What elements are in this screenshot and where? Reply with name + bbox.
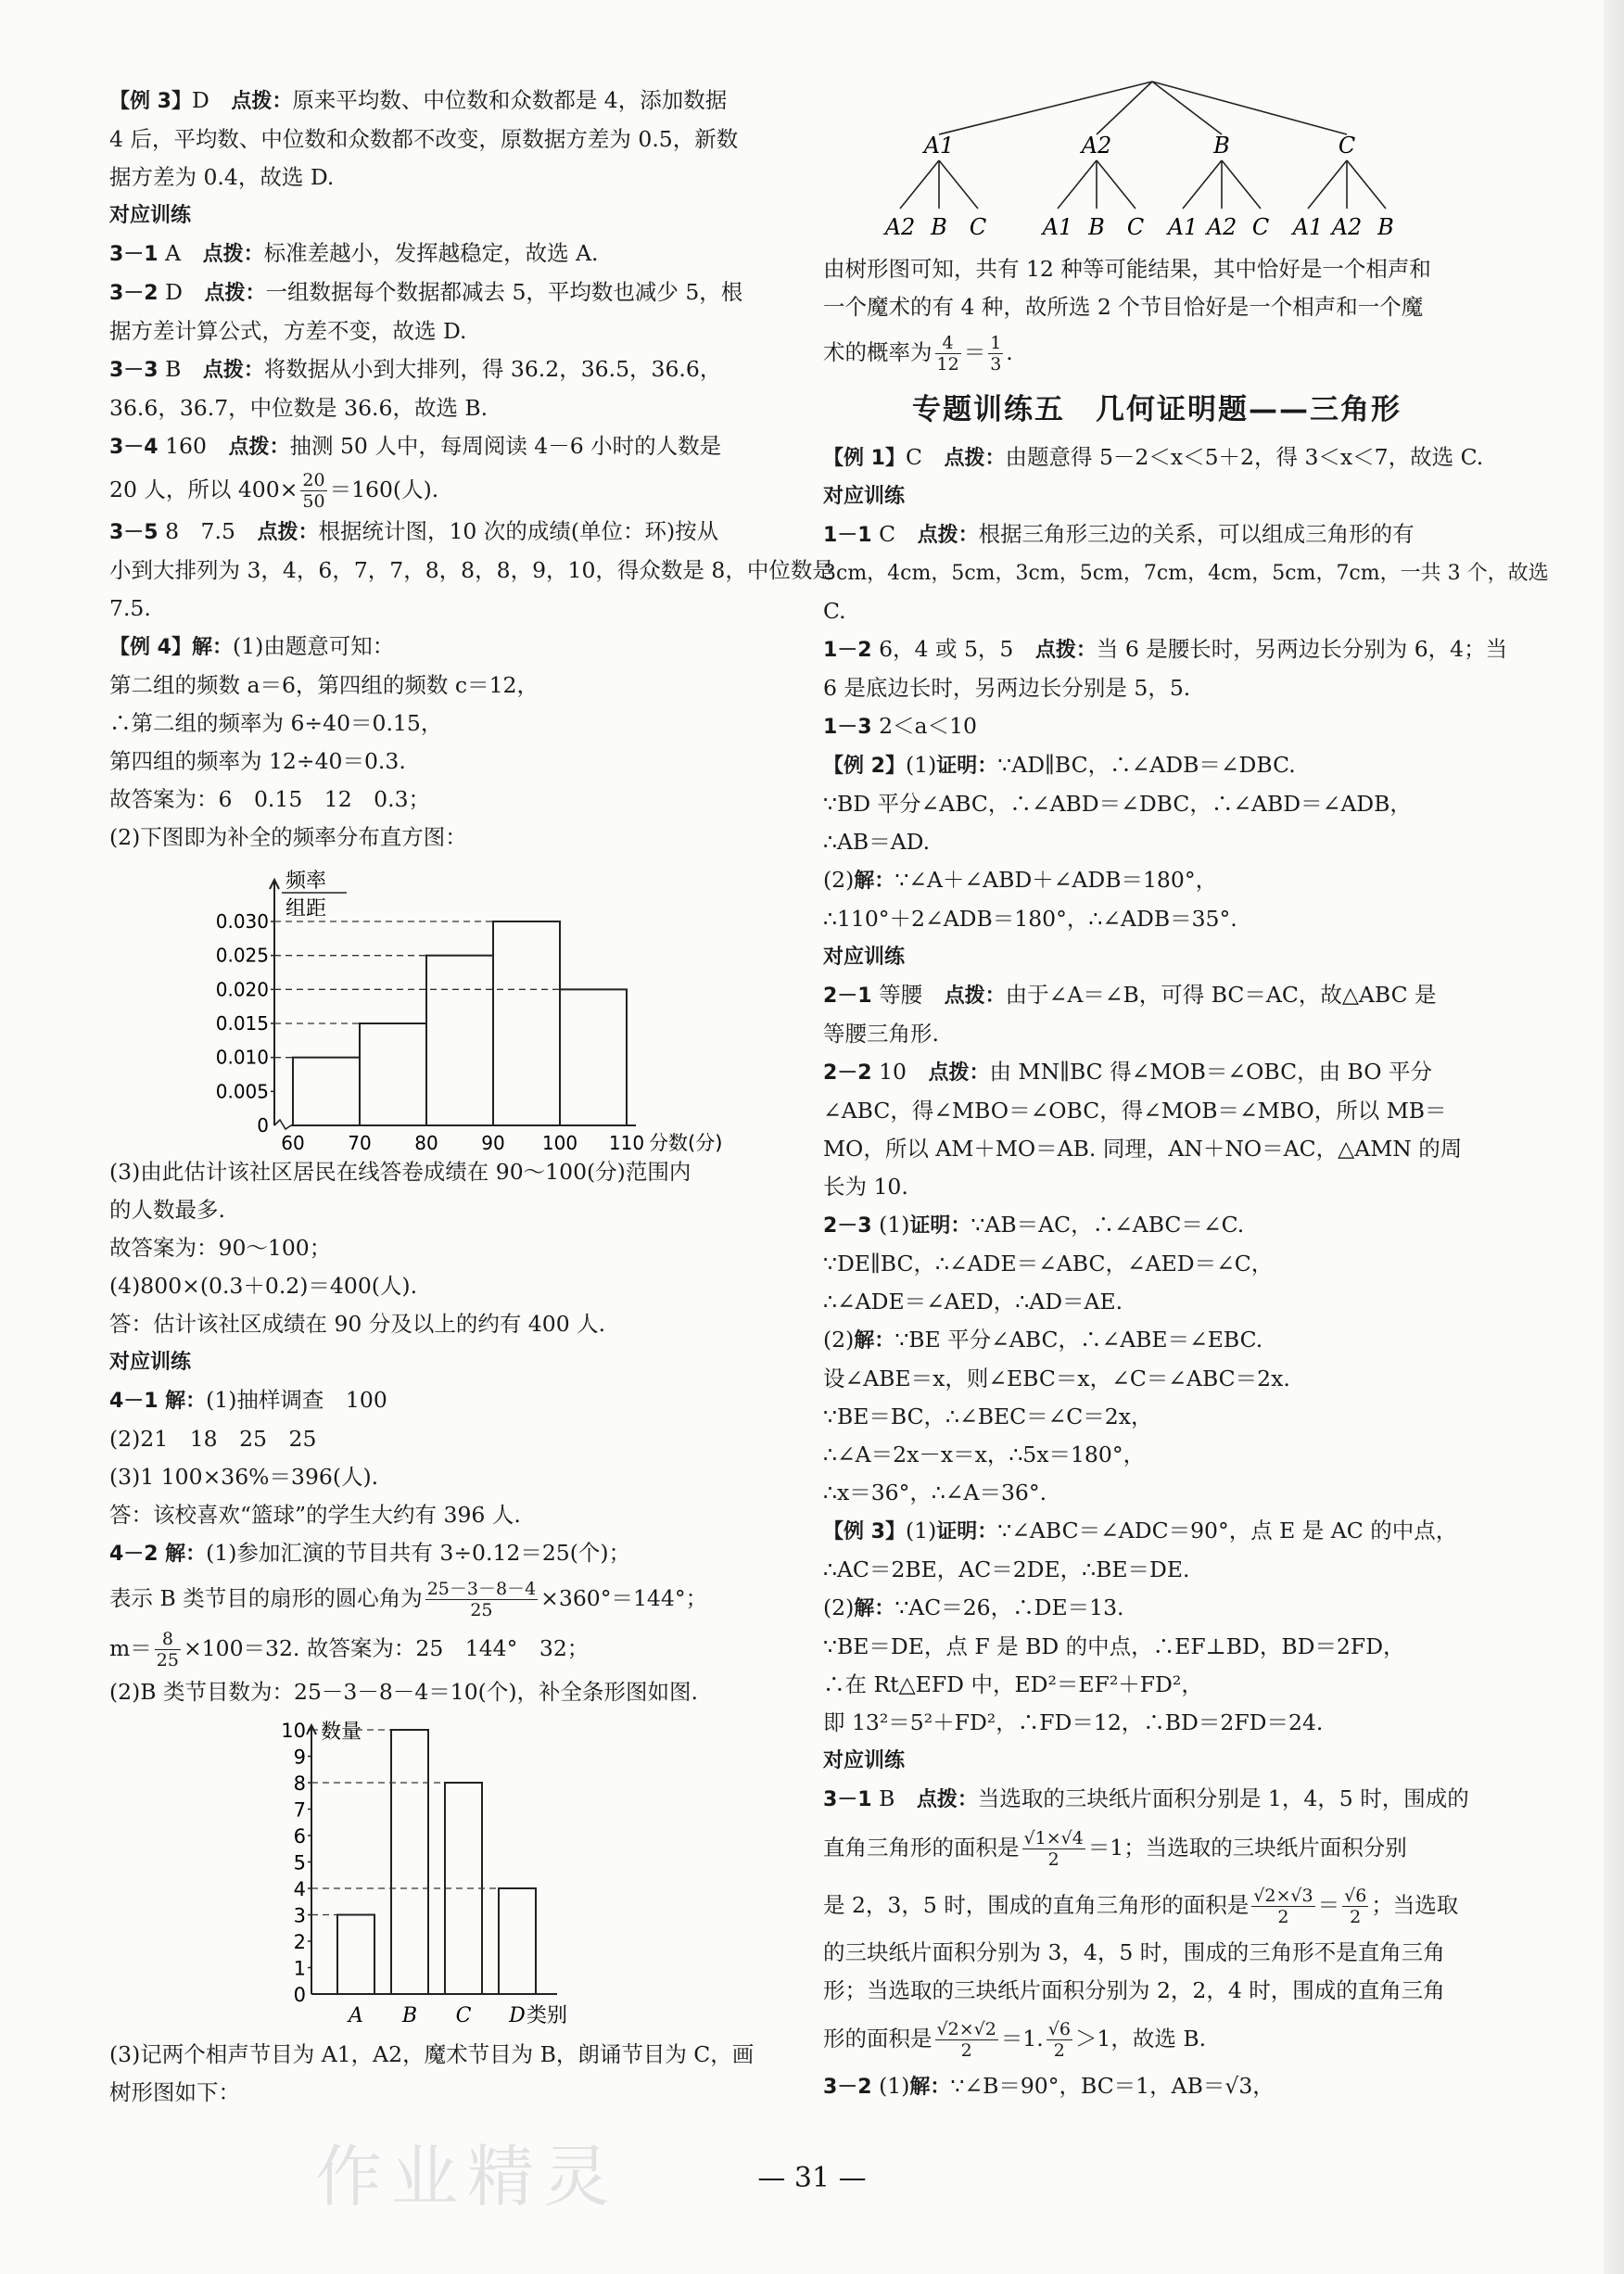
- r-item-1-1-line-3: C.: [823, 598, 846, 624]
- r-item-2-2-line-1: 2－2 10 点拨：由 MN∥BC 得∠MOB＝∠OBC，由 BO 平分: [823, 1059, 1432, 1085]
- item-3-5-line-1: 3－5 8 7.5 点拨：根据统计图，10 次的成绩(单位：环)按从: [109, 518, 719, 544]
- r-example-3-line-6: 即 13²＝5²＋FD²，∴FD＝12，∴BD＝2FD＝24.: [823, 1709, 1324, 1735]
- r-item-2-3-line-2: ∵DE∥BC，∴∠ADE＝∠ABC，∠AED＝∠C，: [823, 1251, 1274, 1277]
- r-item-3-1-line-6: 形的面积是 $\frac{√2\times√2}{2}$ ＝1. $\frac{√6}{2}$ ＞1，故选 B.: [823, 2019, 1207, 2061]
- r-item-3-2: 3－2 (1)解：∵∠B＝90°，BC＝1，AB＝√3，: [823, 2073, 1275, 2099]
- item-3-5-line-3: 7.5.: [109, 595, 151, 621]
- bar-A: [337, 1915, 374, 1995]
- r-example-3-line-2: ∴AC＝2BE，AC＝2DE，∴BE＝DE.: [823, 1556, 1190, 1582]
- histogram-bar: [293, 1058, 360, 1125]
- y-label-bottom: 组距: [285, 897, 327, 921]
- r-item-2-2-line-2: ∠ABC，得∠MBO＝∠OBC，得∠MOB＝∠MBO，所以 MB＝: [823, 1098, 1447, 1124]
- example-4-line-7: (3)由此估计该社区居民在线答卷成绩在 90～100(分)范围内: [109, 1159, 691, 1185]
- y-tick-label: 0: [293, 1984, 306, 2006]
- tree-diagram: [823, 74, 1472, 250]
- tree-branch: [1347, 160, 1386, 209]
- r-item-3-1-line-3: 是 2，3，5 时，围成的直角三角形的面积是 $\frac{√2\times√3}{2}$ ＝ $\frac{√6}{2}$ ；当选取: [823, 1886, 1459, 1927]
- y-tick-label: 8: [293, 1772, 306, 1795]
- left-column: [109, 82, 834, 2112]
- tree-node-level2: A1: [1167, 214, 1199, 240]
- r-example-2-line-1: 【例 2】(1)证明：∵AD∥BC，∴∠ADB＝∠DBC.: [823, 752, 1296, 778]
- tree-node-level2: B: [1088, 214, 1105, 240]
- page-number: — 31 —: [757, 2162, 867, 2194]
- tree-node-level1: A1: [923, 133, 955, 159]
- r-item-3-1-line-1: 3－1 B 点拨：当选取的三块纸片面积分别是 1，4，5 时，围成的: [823, 1785, 1469, 1811]
- practice-heading-2: 对应训练: [109, 1351, 192, 1374]
- tree-branch: [939, 160, 978, 209]
- r-item-3-1-line-2: 直角三角形的面积是 $\frac{√1\times√4}{2}$ ＝1；当选取的三块纸片面积分别: [823, 1828, 1407, 1870]
- example-4-line-5: 故答案为：6 0.15 12 0.3；: [109, 786, 431, 812]
- tree-branch: [1308, 160, 1347, 209]
- x-tick-label: 80: [414, 1132, 438, 1154]
- fraction-sqrt2-sqrt2: $\frac{√2\times√2}{2}$: [936, 2019, 996, 2061]
- item-4-2-line-5: (3)记两个相声节目为 A1，A2，魔术节目为 B，朗诵节目为 C，画: [109, 2041, 755, 2067]
- item-3-3-line-2: 36.6，36.7，中位数是 36.6，故选 B.: [109, 395, 488, 421]
- r-item-2-3-line-1: 2－3 (1)证明：∵AB＝AC，∴∠ABC＝∠C.: [823, 1212, 1245, 1238]
- example-4-line-9: 故答案为：90～100；: [109, 1235, 332, 1261]
- example-4-line-8: 的人数最多.: [109, 1197, 225, 1223]
- tree-node-level2: C: [969, 214, 987, 240]
- y-tick-label: 7: [293, 1798, 306, 1822]
- fraction-4-12: $\frac{4}{12}$: [936, 333, 959, 375]
- example-4-line-11: 答：估计该社区成绩在 90 分及以上的约有 400 人.: [109, 1311, 606, 1337]
- example-4-line-10: (4)800×(0.3＋0.2)＝400(人).: [109, 1273, 418, 1299]
- r-item-2-1-line-1: 2－1 等腰 点拨：由于∠A＝∠B，可得 BC＝AC，故△ABC 是: [823, 982, 1437, 1008]
- r-item-1-2-line-2: 6 是底边长时，另两边长分别是 5，5.: [823, 675, 1191, 701]
- watermark: 作业精灵: [315, 2138, 620, 2216]
- tree-node-level2: B: [931, 214, 947, 240]
- example-4-line-6: (2)下图即为补全的频率分布直方图：: [109, 824, 467, 850]
- y-tick-label: 0.025: [215, 944, 269, 967]
- y-tick-label: 0.010: [215, 1046, 269, 1069]
- tree-node-level2: C: [1126, 214, 1145, 240]
- practice-heading: 对应训练: [109, 204, 192, 227]
- fraction-8-25: $\frac{8}{25}$: [156, 1629, 179, 1671]
- y-tick-label: 10: [281, 1720, 306, 1742]
- item-4-1-line-3: (3)1 100×36%＝396(人).: [109, 1464, 379, 1490]
- item-4-1-line-4: 答：该校喜欢“篮球”的学生大约有 396 人.: [109, 1502, 521, 1528]
- tree-node-level2: B: [1377, 214, 1394, 240]
- r-practice-heading-2: 对应训练: [823, 946, 906, 969]
- y-tick-label: 0.030: [215, 910, 269, 933]
- example-4-line-2: 第二组的频数 a＝6，第四组的频数 c＝12，: [109, 672, 539, 698]
- bar-D: [499, 1888, 536, 1994]
- item-3-1: 3－1 A 点拨：标准差越小，发挥越稳定，故选 A.: [109, 240, 599, 266]
- r-example-2-line-5: ∴110°＋2∠ADB＝180°，∴∠ADB＝35°.: [823, 906, 1237, 932]
- item-3-4-line-1: 3－4 160 点拨：抽测 50 人中，每周阅读 4－6 小时的人数是: [109, 433, 722, 459]
- r-item-3-1-line-5: 形；当选取的三块纸片面积分别为 2，2，4 时，围成的直角三角: [823, 1977, 1445, 2003]
- histogram-bar: [360, 1023, 426, 1125]
- tree-branch: [1152, 82, 1222, 134]
- r-item-2-3-line-3: ∴∠ADE＝∠AED，∴AD＝AE.: [823, 1289, 1123, 1315]
- tree-node-level2: A1: [1292, 214, 1324, 240]
- r-practice-heading-3: 对应训练: [823, 1749, 906, 1772]
- item-3-2-line-2: 据方差计算公式，方差不变，故选 D.: [109, 318, 467, 344]
- tree-branch: [1152, 82, 1347, 134]
- y-tick-label: 0.015: [215, 1012, 269, 1035]
- tree-node-level2: A2: [884, 214, 916, 240]
- tree-text-line-3: 术的概率为 $\frac{4}{12}$ ＝ $\frac{1}{3}$ .: [823, 333, 1013, 375]
- r-item-1-1-line-1: 1－1 C 点拨：根据三角形三边的关系，可以组成三角形的有: [823, 521, 1415, 547]
- item-4-1-line-1: 4－1 解：(1)抽样调查 100: [109, 1387, 387, 1413]
- tree-node-level1: A2: [1081, 133, 1112, 159]
- y-tick-label: 6: [293, 1825, 306, 1848]
- r-example-1: 【例 1】C 点拨：由题意得 5－2＜x＜5＋2，得 3＜x＜7，故选 C.: [823, 444, 1484, 470]
- fraction-sqrt2-sqrt3: $\frac{√2\times√3}{2}$: [1253, 1886, 1313, 1927]
- tree-branch: [1222, 160, 1261, 209]
- item-4-2-line-4: (2)B 类节目数为：25－3－8－4＝10(个)，补全条形图如图.: [109, 1679, 698, 1705]
- tree-node-level2: A2: [1206, 214, 1237, 240]
- r-example-2-line-3: ∴AB＝AD.: [823, 829, 931, 855]
- tree-node-level1: B: [1213, 133, 1230, 159]
- item-4-2-line-1: 4－2 解：(1)参加汇演的节目共有 3÷0.12＝25(个)；: [109, 1540, 631, 1566]
- r-item-2-1-line-2: 等腰三角形.: [823, 1021, 939, 1047]
- r-item-2-3-line-6: ∵BE＝BC，∴∠BEC＝∠C＝2x，: [823, 1404, 1153, 1429]
- item-4-2-line-6: 树形图如下：: [109, 2079, 240, 2105]
- tree-node-level1: C: [1338, 133, 1356, 159]
- x-tick-label: 60: [281, 1132, 305, 1154]
- histogram-bar: [493, 921, 560, 1125]
- tree-node-level2: C: [1251, 214, 1270, 240]
- fraction-angle: $\frac{25-3-8-4}{25}$: [426, 1579, 537, 1620]
- example-3-line-3: 据方差为 0.4，故选 D.: [109, 164, 335, 190]
- tree-text-line-2: 一个魔术的有 4 种，故所选 2 个节目恰好是一个相声和一个魔: [823, 294, 1424, 320]
- y-tick-label: 0.005: [215, 1080, 269, 1103]
- right-column: [823, 74, 1549, 2106]
- r-item-3-1-line-4: 的三块纸片面积分别为 3，4，5 时，围成的三角形不是直角三角: [823, 1939, 1445, 1965]
- item-4-2-line-2: 表示 B 类节目的扇形的圆心角为 $\frac{25-3-8-4}{25}$ ×360°＝144°；: [109, 1579, 708, 1620]
- example-4-line-3: ∴第二组的频率为 6÷40＝0.15，: [109, 710, 443, 736]
- x-tick-label: A: [349, 2004, 363, 2027]
- x-tick-label: C: [455, 2004, 472, 2027]
- x-tick-label: B: [401, 2004, 418, 2027]
- tree-text-line-1: 由树形图可知，共有 12 种等可能结果，其中恰好是一个相声和: [823, 256, 1431, 282]
- example-3-line-2: 4 后，平均数、中位数和众数都不改变，原数据方差为 0.5，新数: [109, 126, 739, 152]
- r-example-2-line-4: (2)解：∵∠A＋∠ABD＋∠ADB＝180°，: [823, 867, 1218, 893]
- y-tick-label: 0: [257, 1114, 269, 1137]
- y-tick-label: 0.020: [215, 978, 269, 1001]
- item-3-2-line-1: 3－2 D 点拨：一组数据每个数据都减去 5，平均数也减少 5，根: [109, 279, 743, 305]
- tree-branch: [1058, 160, 1097, 209]
- tree-node-level2: A1: [1042, 214, 1073, 240]
- y-axis-label: 数量: [321, 1721, 362, 1744]
- r-item-2-2-line-3: MO，所以 AM＋MO＝AB. 同理，AN＋NO＝AC，△AMN 的周: [823, 1136, 1463, 1162]
- x-tick-label: 100: [541, 1132, 578, 1154]
- fraction-1-3: $\frac{1}{3}$: [990, 333, 1002, 375]
- r-item-1-3: 1－3 2＜a＜10: [823, 713, 977, 739]
- category-bar-chart: [109, 1711, 628, 2036]
- y-tick-label: 9: [293, 1746, 306, 1769]
- x-tick-label: 90: [481, 1132, 505, 1154]
- r-example-3-line-3: (2)解：∵AC＝26，∴DE＝13.: [823, 1594, 1124, 1620]
- example-4-line-1: 【例 4】解：(1)由题意可知：: [109, 633, 395, 659]
- fraction-20-50: $\frac{20}{50}$: [302, 470, 325, 512]
- tree-branch: [1097, 82, 1152, 134]
- tree-node-level2: A2: [1331, 214, 1363, 240]
- r-item-2-2-line-4: 长为 10.: [823, 1174, 908, 1200]
- histogram-bar: [560, 989, 627, 1125]
- y-tick-label: 5: [293, 1851, 306, 1874]
- r-example-2-line-2: ∵BD 平分∠ABC，∴∠ABD＝∠DBC，∴∠ABD＝∠ADB，: [823, 791, 1412, 817]
- x-axis-label: 分数(分): [649, 1132, 723, 1154]
- r-item-2-3-line-5: 设∠ABE＝x，则∠EBC＝x，∠C＝∠ABC＝2x.: [823, 1366, 1290, 1391]
- histogram-bar: [426, 956, 493, 1125]
- y-label-top: 频率: [285, 870, 327, 893]
- r-item-2-3-line-8: ∴x＝36°，∴∠A＝36°.: [823, 1480, 1047, 1505]
- y-tick-label: 2: [293, 1931, 306, 1953]
- r-practice-heading-1: 对应训练: [823, 485, 906, 508]
- bar-B: [391, 1730, 428, 1994]
- r-example-3-line-1: 【例 3】(1)证明：∵∠ABC＝∠ADC＝90°，点 E 是 AC 的中点，: [823, 1518, 1458, 1544]
- x-tick-label: D: [509, 2004, 526, 2027]
- tree-branch: [900, 160, 939, 209]
- x-axis-label: 类别: [527, 2004, 568, 2027]
- page-edge-shadow: [1604, 0, 1624, 2274]
- frequency-histogram: [109, 857, 723, 1154]
- item-3-3-line-1: 3－3 B 点拨：将数据从小到大排列，得 36.2，36.5，36.6，: [109, 356, 722, 382]
- tree-branch: [939, 82, 1152, 134]
- fraction-sqrt6: $\frac{√6}{2}$: [1344, 1886, 1367, 1927]
- section-title: 专题训练五 几何证明题——三角形: [912, 393, 1402, 426]
- r-item-2-3-line-4: (2)解：∵BE 平分∠ABC，∴∠ABE＝∠EBC.: [823, 1327, 1263, 1353]
- y-tick-label: 3: [293, 1904, 306, 1927]
- tree-branch: [1183, 160, 1222, 209]
- y-tick-label: 1: [293, 1957, 306, 1980]
- item-3-4-line-2: 20 人，所以 400× $\frac{20}{50}$ ＝160(人).: [109, 470, 439, 512]
- r-example-3-line-5: ∴在 Rt△EFD 中，ED²＝EF²＋FD²，: [823, 1671, 1203, 1697]
- example-3-line-1: 【例 3】D 点拨：原来平均数、中位数和众数都是 4，添加数据: [109, 87, 728, 113]
- item-4-2-line-3: m＝ $\frac{8}{25}$ ×100＝32. 故答案为：25 144° 32；: [109, 1629, 590, 1671]
- r-example-3-line-4: ∵BE＝DE，点 F 是 BD 的中点，∴EF⊥BD，BD＝2FD，: [823, 1633, 1405, 1659]
- fraction-sqrt1-sqrt4: $\frac{√1\times√4}{2}$: [1023, 1828, 1084, 1870]
- tree-branch: [1097, 160, 1136, 209]
- item-4-1-line-2: (2)21 18 25 25: [109, 1426, 317, 1452]
- x-tick-label: 70: [348, 1132, 372, 1154]
- axis-break: [274, 1120, 291, 1129]
- y-tick-label: 4: [293, 1878, 306, 1900]
- fraction-sqrt6-b: $\frac{√6}{2}$: [1047, 2019, 1071, 2061]
- example-4-line-4: 第四组的频率为 12÷40＝0.3.: [109, 748, 406, 774]
- r-item-1-2-line-1: 1－2 6，4 或 5，5 点拨：当 6 是腰长时，另两边长分别为 6，4；当: [823, 636, 1508, 662]
- item-3-5-line-2: 小到大排列为 3，4，6，7，7，8，8，8，9，10，得众数是 8，中位数是: [109, 557, 834, 583]
- r-item-1-1-line-2: 3cm，4cm，5cm，3cm，5cm，7cm，4cm，5cm，7cm，一共 3 个，故选: [823, 562, 1549, 585]
- r-item-2-3-line-7: ∴∠A＝2x－x＝x，∴5x＝180°，: [823, 1442, 1146, 1467]
- x-tick-label: 110: [608, 1132, 645, 1154]
